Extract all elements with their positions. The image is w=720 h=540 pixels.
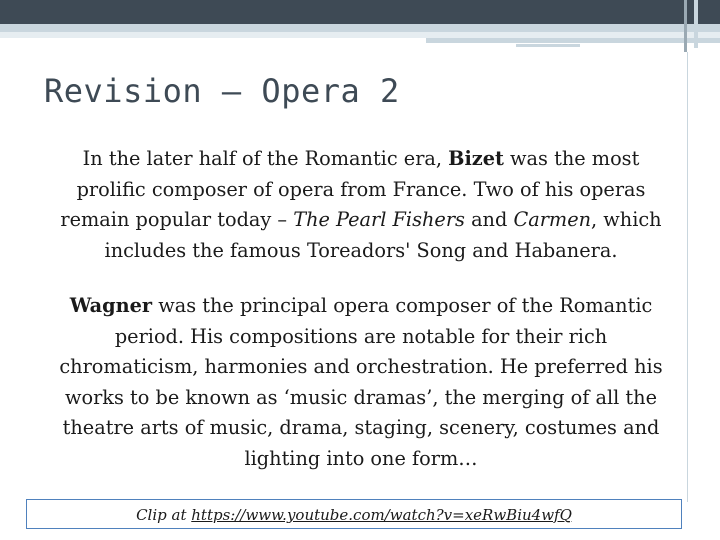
paragraph-text: , which includes the famous Toreadors' Song and Habanera. xyxy=(104,208,662,262)
paragraph-text: and xyxy=(464,208,514,231)
paragraph-text: was the principal opera composer of the Romantic period. His compositions are notable for their rich chromaticism, harmonies and orchestration. He preferred his works to be known as ‘music dramas’, the merging of all the theatre arts of music, drama, staging, scenery, costumes and lighting into one form… xyxy=(59,294,663,470)
corner-frame-decoration xyxy=(684,0,720,52)
opera-title-carmen: Carmen xyxy=(513,208,592,231)
header-accent-bar-short xyxy=(516,44,580,47)
composer-name-wagner: Wagner xyxy=(69,294,153,317)
slide-title: Revision – Opera 2 xyxy=(44,72,400,110)
paragraph-text: was the most prolific composer of opera from France. Two of his operas remain popular today – xyxy=(60,147,646,231)
paragraph-bizet xyxy=(46,144,676,266)
opera-title-pearl-fishers: The Pearl Fishers xyxy=(293,208,465,231)
composer-name-bizet: Bizet xyxy=(448,147,504,170)
youtube-clip-link[interactable]: https://www.youtube.com/watch?v=xeRwBiu4wfQ xyxy=(191,506,572,524)
corner-inner-decoration xyxy=(694,0,698,48)
clip-link-box xyxy=(26,499,682,529)
paragraph-text: In the later half of the Romantic era, xyxy=(82,147,449,170)
right-divider-line xyxy=(687,52,688,502)
header-accent-bar xyxy=(426,38,720,43)
clip-label: Clip at xyxy=(136,506,192,524)
paragraph-wagner xyxy=(56,291,666,474)
header-band-dark xyxy=(0,0,720,24)
header-band-light xyxy=(0,24,720,32)
